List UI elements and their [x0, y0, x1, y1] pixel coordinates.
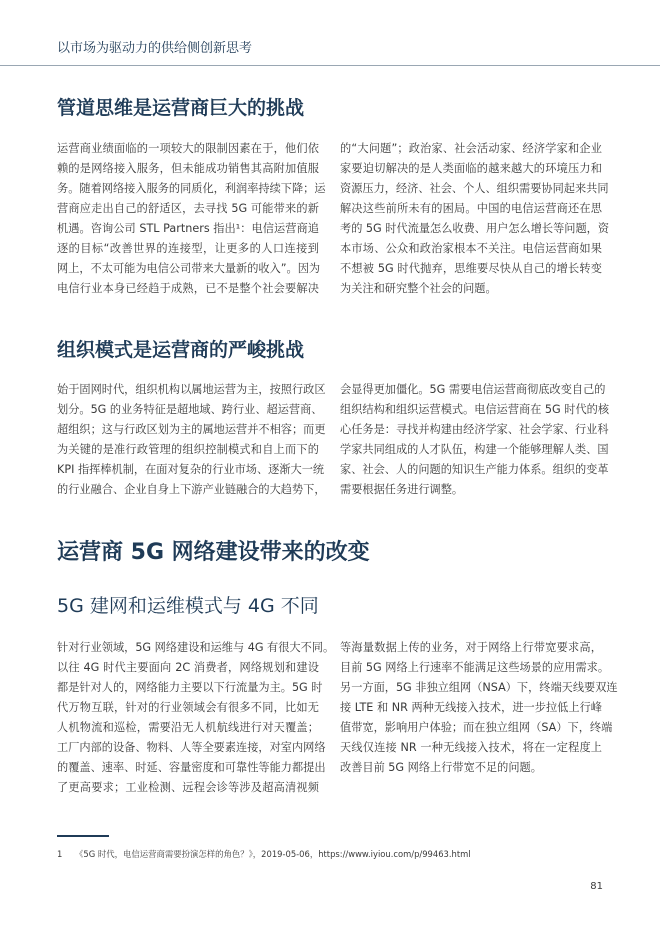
paragraph-line: 营商应走出自己的舒适区，去寻找 5G 可能带来的新	[57, 202, 319, 215]
paragraph-line: 考的 5G 时代流量怎么收费、用户怎么增长等问题，资	[340, 222, 610, 235]
section2-left-column	[57, 380, 326, 500]
chapter-heading: 运营商 5G 网络建设带来的改变	[57, 540, 370, 565]
section3-right-column	[340, 638, 618, 778]
paragraph-line: 工厂内部的设备、物料、人等全要素连接，对室内网络	[57, 741, 326, 754]
paragraph-line: 等海量数据上传的业务，对于网络上行带宽要求高，	[340, 641, 602, 654]
paragraph-line: 天线仅连接 NR 一种无线接入技术，将在一定程度上	[340, 741, 602, 754]
paragraph-line: 超组织；这与行政区划为主的属地运营并不相容；而更	[57, 423, 326, 436]
paragraph-line: 家要迫切解决的是人类面临的越来越大的环境压力和	[340, 162, 602, 175]
footnote-text: 《5G 时代，电信运营商需要扮演怎样的角色？》，2019-05-06，https://www.iyiou.com/p/99463.html	[75, 849, 471, 859]
paragraph-line: 都是针对人的，网络能力主要以下行流量为主。5G 时	[57, 681, 323, 694]
paragraph-line: 逐的目标“改善世界的连接型，让更多的人口连接到	[57, 242, 319, 255]
paragraph-line: 针对行业领域，5G 网络建设和运维与 4G 有很大不同。	[57, 641, 335, 654]
section-heading-pipeline-thinking: 管道思维是运营商巨大的挑战	[57, 97, 305, 119]
section1-left-column	[57, 139, 326, 299]
paragraph-line: 家、社会、人的问题的知识生产能力体系。组织的变革	[340, 463, 609, 476]
paragraph-line: 人机物流和巡检，需要沿无人机航线进行对天覆盖；	[57, 721, 319, 734]
section1-right-column	[340, 139, 610, 299]
paragraph-line: 务。随着网络接入服务的同质化，利润率持续下降；运	[57, 182, 326, 195]
section-heading-organization-model: 组织模式是运营商的严峻挑战	[57, 339, 305, 361]
paragraph-line: 心任务是：寻找并构建由经济学家、社会学家、行业科	[340, 423, 609, 436]
paragraph-line: 机遇。咨询公司 STL Partners 指出¹：电信运营商追	[57, 222, 319, 235]
paragraph-line: 赖的是网络接入服务，但未能成功销售其高附加值服	[57, 162, 319, 175]
paragraph-line: 改善目前 5G 网络上行带宽不足的问题。	[340, 761, 542, 774]
paragraph-line: 运营商业绩面临的一项较大的限制因素在于，他们依	[57, 142, 319, 155]
paragraph-line: 接 LTE 和 NR 两种无线接入技术，进一步拉低上行峰	[340, 701, 602, 714]
paragraph-line: 本市场、公众和政治家根本不关注。电信运营商如果	[340, 242, 602, 255]
section3-left-column	[57, 638, 335, 798]
paragraph-line: 代万物互联，针对的行业领域会有很多不同，比如无	[57, 701, 319, 714]
page-number: 81	[590, 881, 603, 892]
footnote-number: 1	[57, 849, 63, 859]
paragraph-line: 的行业融合、企业自身上下游产业链融合的大趋势下，	[57, 483, 326, 496]
paragraph-line: 始于固网时代，组织机构以属地运营为主，按照行政区	[57, 383, 326, 396]
paragraph-line: 以往 4G 时代主要面向 2C 消费者，网络规划和建设	[57, 661, 319, 674]
paragraph-line: 目前 5G 网络上行速率不能满足这些场景的应用需求。	[340, 661, 610, 674]
paragraph-line: 解决这些前所未有的困局。中国的电信运营商还在思	[340, 202, 602, 215]
paragraph-line: KPI 指挥棒机制，在面对复杂的行业市场、逐渐大一统	[57, 463, 325, 476]
paragraph-line: 不想被 5G 时代抛弃，思维要尽快从自己的增长转变	[340, 262, 602, 275]
paragraph-line: 另一方面，5G 非独立组网（NSA）下，终端天线要双连	[340, 681, 618, 694]
paragraph-line: 了更高要求；工业检测、远程会诊等涉及超高清视频	[57, 781, 319, 794]
paragraph-line: 学家共同组成的人才队伍，构建一个能够理解人类、国	[340, 443, 609, 456]
paragraph-line: 电信行业本身已经趋于成熟，已不是整个社会要解决	[57, 282, 319, 295]
section2-right-column	[340, 380, 610, 500]
paragraph-line: 组织结构和组织运营模式。电信运营商在 5G 时代的核	[340, 403, 610, 416]
paragraph-line: 会显得更加僵化。5G 需要电信运营商彻底改变自己的	[340, 383, 606, 396]
paragraph-line: 网上，不太可能为电信公司带来大量新的收入”。因为	[57, 262, 321, 275]
paragraph-line: 的“大问题”；政治家、社会活动家、经济学家和企业	[340, 142, 602, 155]
paragraph-line: 为关注和研究整个社会的问题。	[340, 282, 497, 295]
paragraph-line: 的覆盖、速率、时延、容量密度和可靠性等能力都提出	[57, 761, 326, 774]
section-heading-5g-network-building: 5G 建网和运维模式与 4G 不同	[57, 595, 319, 617]
running-header: 以市场为驱动力的供给侧创新思考	[57, 41, 253, 56]
header-rule	[0, 65, 660, 66]
paragraph-line: 值带宽，影响用户体验；而在独立组网（SA）下，终端	[340, 721, 613, 734]
paragraph-line: 为关键的是准行政管理的组织控制模式和自上而下的	[57, 443, 319, 456]
footnote	[57, 848, 471, 860]
paragraph-line: 资源压力，经济、社会、个人、组织需要协同起来共同	[340, 182, 609, 195]
paragraph-line: 需要根据任务进行调整。	[340, 483, 464, 496]
paragraph-line: 划分。5G 的业务特征是超地域、跨行业、超运营商、	[57, 403, 323, 416]
footnote-rule	[57, 835, 109, 837]
